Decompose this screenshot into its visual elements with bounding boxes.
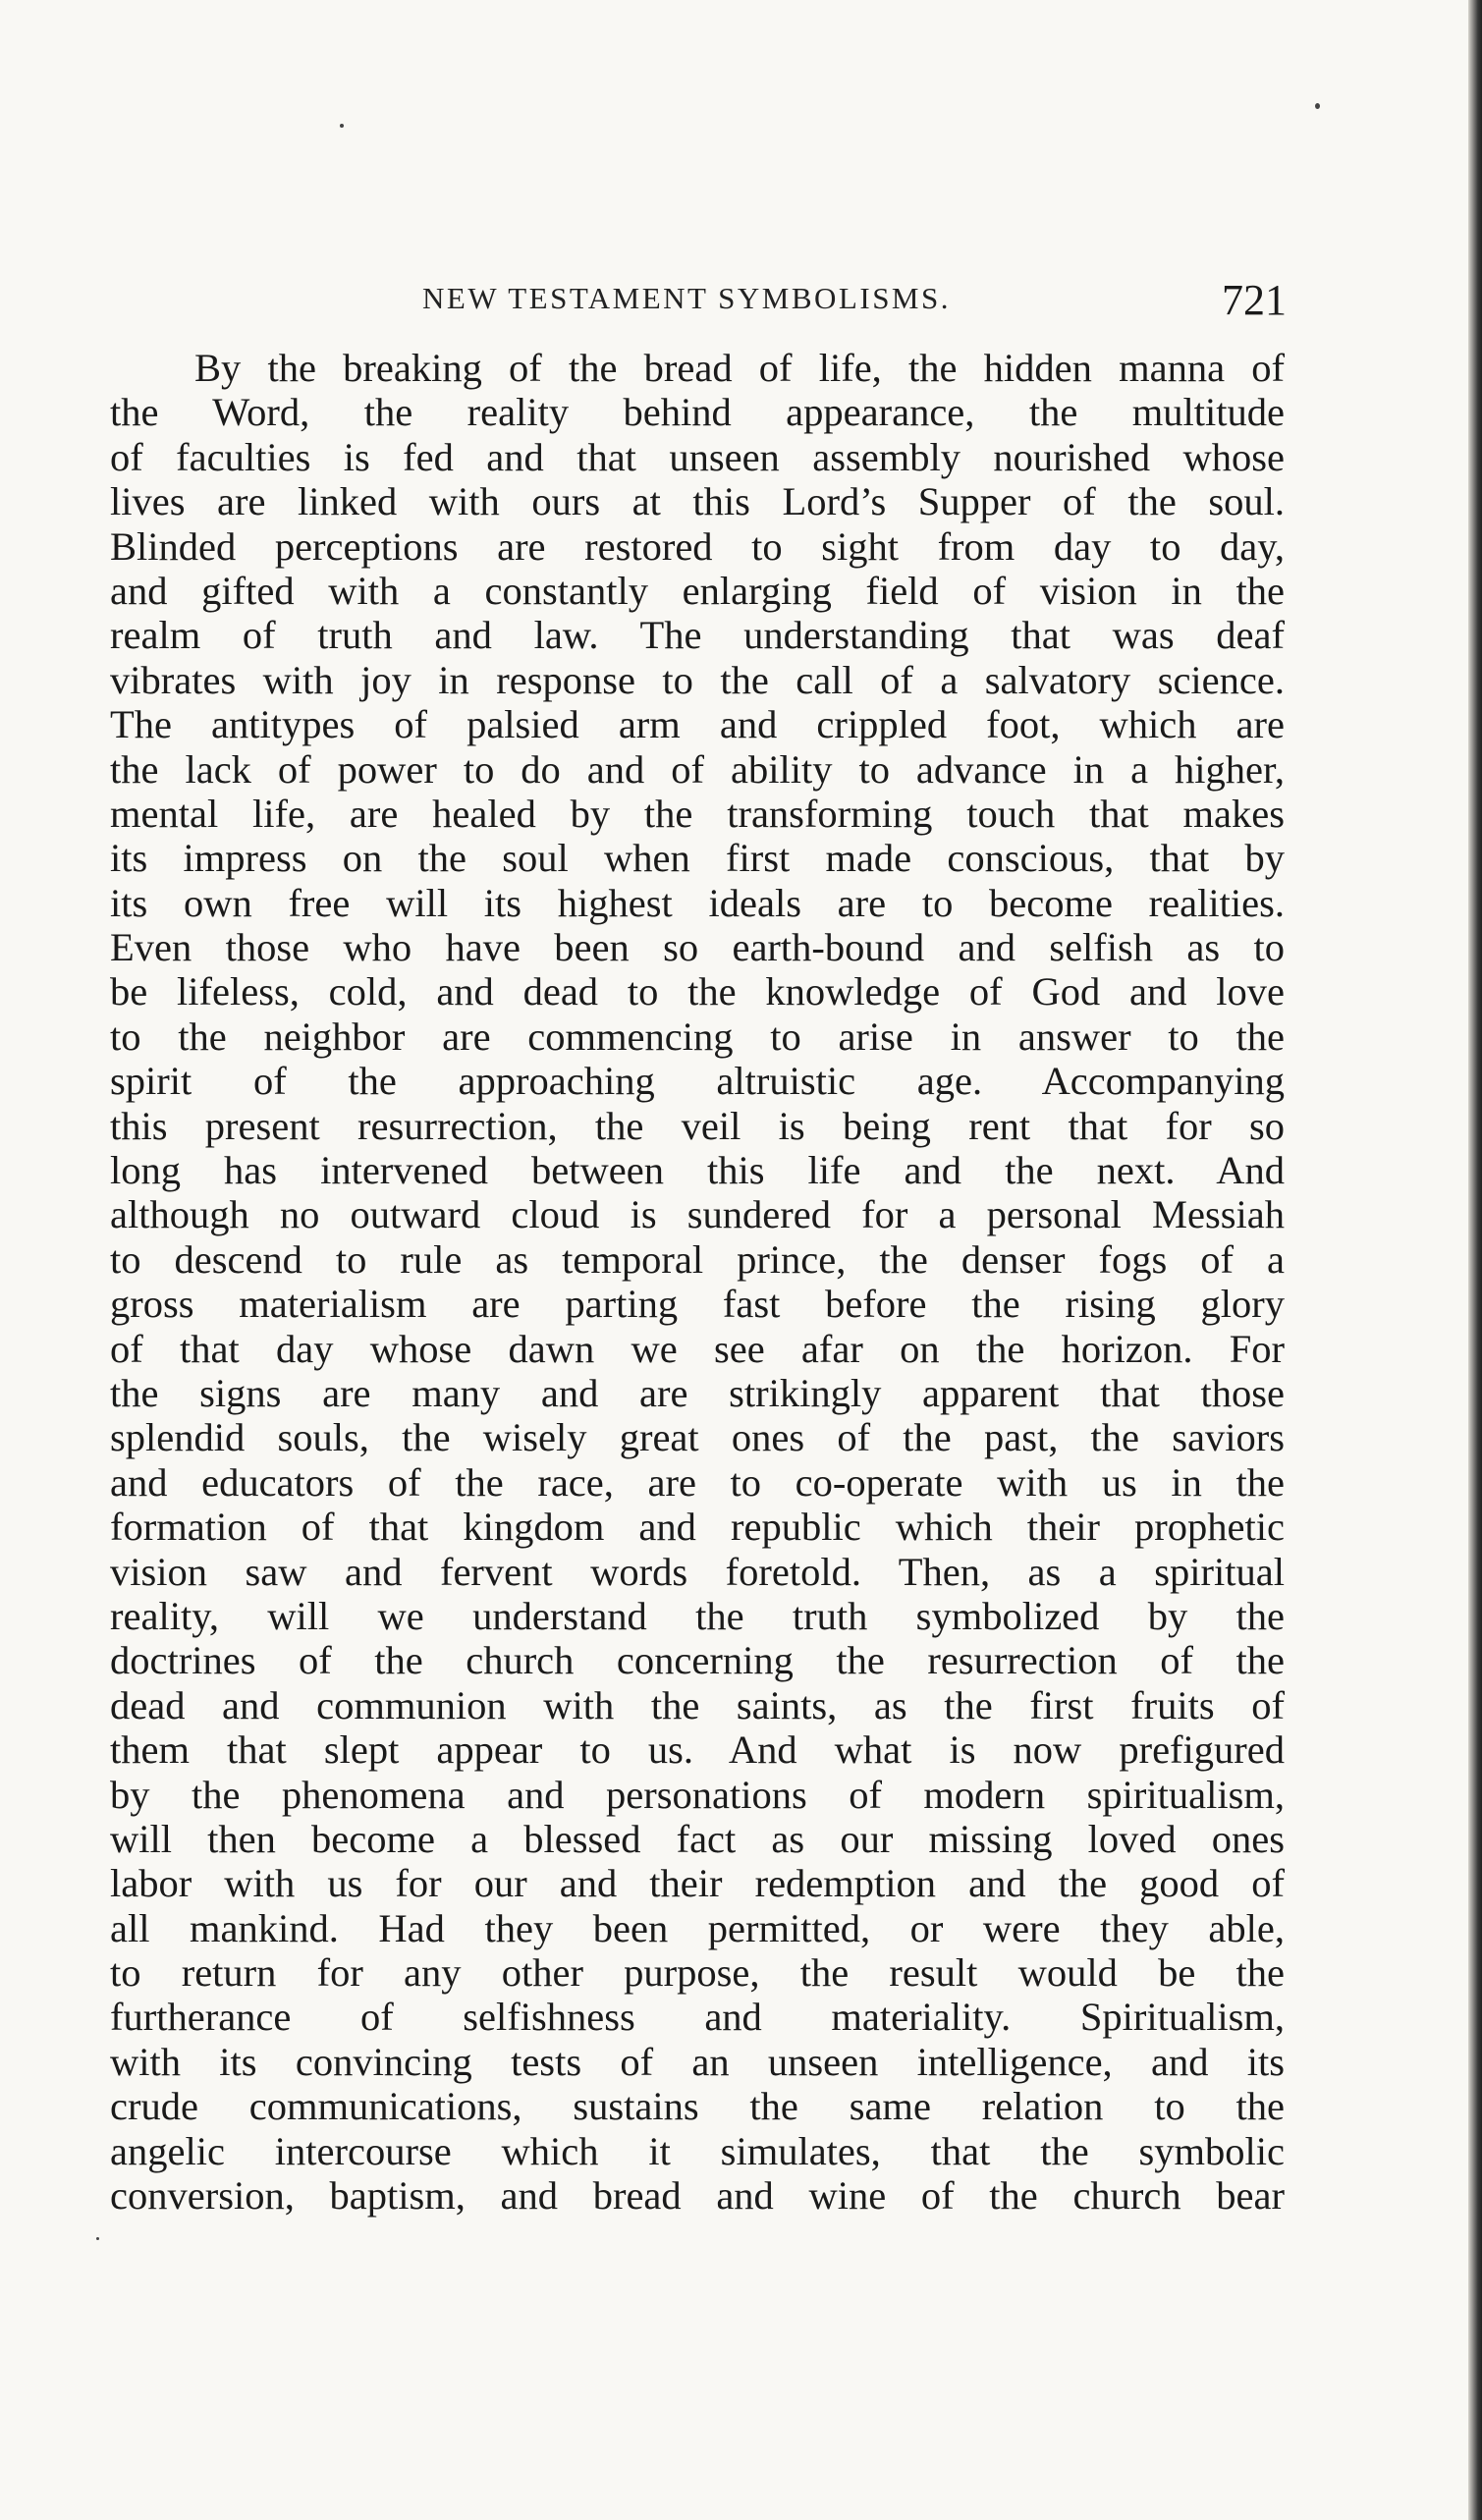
text-line: By the breaking of the bread of life, the hidden manna of [194,346,1285,390]
text-line: its own free will its highest ideals are to become realities. [110,880,1285,925]
text-line: by the phenomena and personations of modern spiritualism, [110,1772,1285,1817]
text-line: to return for any other purpose, the result would be the [110,1950,1285,1996]
print-speck [340,124,344,128]
text-line: angelic intercourse which it simulates, that the symbolic [110,2128,1285,2173]
text-line: will then become a blessed fact as our missing loved ones [110,1816,1285,1861]
text-line: vibrates with joy in response to the call of a salvatory science. [110,657,1285,702]
text-line: formation of that kingdom and republic which their prophetic [110,1505,1285,1550]
text-line: be lifeless, cold, and dead to the knowledge of God and love [110,969,1285,1014]
text-line: Even those who have been so earth-bound and selfish as to [110,925,1285,970]
text-line: the lack of power to do and of ability to advance in a higher, [110,746,1285,792]
running-head [122,275,1287,334]
text-line: the Word, the reality behind appearance, the multitude [110,390,1285,435]
text-line: of faculties is fed and that unseen assembly nourished whose [110,434,1285,479]
text-line: realm of truth and law. The understanding that was deaf [110,613,1285,658]
text-line: its impress on the soul when first made conscious, that by [110,836,1285,881]
text-line: dead and communion with the saints, as the first fruits of [110,1682,1285,1727]
text-line: splendid souls, the wisely great ones of the past, the saviors [110,1415,1285,1460]
print-speck [1315,103,1320,109]
text-line: with its convincing tests of an unseen intelligence, and its [110,2039,1285,2084]
text-line: and educators of the race, are to co-operate with us in the [110,1459,1285,1505]
text-line: labor with us for our and their redemption and the good of [110,1861,1285,1906]
text-line: spirit of the approaching altruistic age. Accompanying [110,1059,1285,1104]
text-line: long has intervened between this life and the next. And [110,1148,1285,1193]
text-line: lives are linked with ours at this Lord’s Supper of the soul. [110,479,1285,524]
text-line: mental life, are healed by the transforming touch that makes [110,791,1285,836]
text-line: furtherance of selfishness and materiality. Spiritualism, [110,1995,1285,2040]
text-line: doctrines of the church concerning the resurrection of the [110,1638,1285,1683]
text-line: this present resurrection, the veil is being rent that for so [110,1103,1285,1148]
text-line: to the neighbor are commencing to arise in answer to the [110,1013,1285,1059]
text-line: crude communications, sustains the same relation to the [110,2084,1285,2129]
text-line: vision saw and fervent words foretold. Then, as a spiritual [110,1549,1285,1594]
text-line: The antitypes of palsied arm and crippled foot, which are [110,702,1285,747]
text-line: them that slept appear to us. And what is now prefigured [110,1727,1285,1773]
text-line: to descend to rule as temporal prince, the denser fogs of a [110,1236,1285,1282]
text-line: all mankind. Had they been permitted, or were they able, [110,1905,1285,1950]
text-line: of that day whose dawn we see afar on the horizon. For [110,1326,1285,1371]
text-line: although no outward cloud is sundered for a personal Messiah [110,1192,1285,1237]
text-line: the signs are many and are strikingly apparent that those [110,1370,1285,1415]
text-line: conversion, baptism, and bread and wine of the church bear [110,2173,1285,2219]
print-speck [96,2237,99,2240]
page-edge-shadow [1468,0,1482,2520]
text-line: Blinded perceptions are restored to sight from day to day, [110,523,1285,569]
page-number: 721 [1222,276,1287,324]
text-line: reality, will we understand the truth symbolized by the [110,1593,1285,1638]
text-line: gross materialism are parting fast before the rising glory [110,1282,1285,1327]
text-line: and gifted with a constantly enlarging field of vision in the [110,568,1285,613]
body-paragraph [110,346,1285,2218]
running-title: NEW TESTAMENT SYMBOLISMS. [422,281,951,315]
